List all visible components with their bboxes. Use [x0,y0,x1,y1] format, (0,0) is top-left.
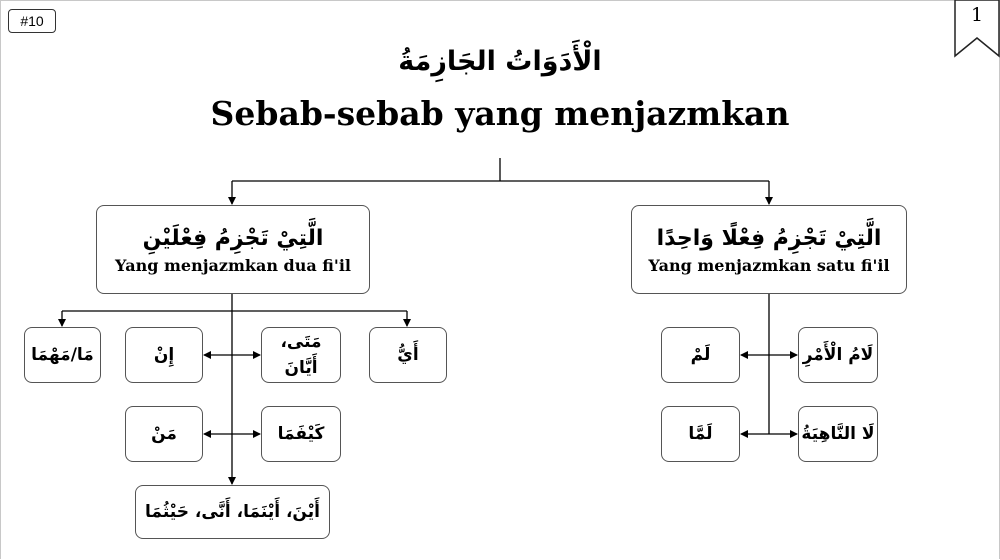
particle-la-nahiyah: لَا النَّاهِيَةُ [801,424,875,444]
particle-box-lamma [661,406,740,462]
particle-box-ma-mahma [24,327,101,383]
category-one-verb-label: Yang menjazmkan satu fi'il [648,255,890,275]
particle-ma-mahma: مَا/مَهْمَا [31,345,94,365]
category-box-two-verbs [96,205,370,294]
particle-in: إِنْ [153,345,175,365]
particle-mata-ayyana: مَتَى، أَيَّانَ [280,332,322,378]
particle-box-man [125,406,203,462]
particle-box-ayyu [369,327,447,383]
category-box-one-verb [631,205,907,294]
particle-box-lam [661,327,740,383]
particle-lam-amr: لَامُ الْأَمْرِ [802,345,874,365]
title-arabic: الْأَدَوَاتُ الجَازِمَةُ [398,46,602,77]
particle-ayyu: أَيُّ [397,345,419,365]
particle-lamma: لَمَّا [688,424,713,444]
category-two-verbs-arabic: الَّتِيْ تَجْزِمُ فِعْلَيْنِ [142,225,324,251]
particle-box-aina-group [135,485,330,539]
particle-kaifama: كَيْفَمَا [277,424,325,444]
particle-box-mata-ayyana [261,327,341,383]
particle-lam: لَمْ [690,345,711,365]
particle-man: مَنْ [151,424,177,444]
slide-number-badge: #10 [8,9,56,33]
category-two-verbs-label: Yang menjazmkan dua fi'il [115,255,351,275]
title-indonesian: Sebab-sebab yang menjazmkan [210,94,790,133]
particle-box-lam-amr [798,327,878,383]
category-one-verb-arabic: الَّتِيْ تَجْزِمُ فِعْلًا وَاحِدًا [656,225,882,251]
particle-box-la-nahiyah [798,406,878,462]
particle-box-in [125,327,203,383]
page-number: 1 [970,4,984,26]
particle-box-kaifama [261,406,341,462]
particle-aina-group: أَيْنَ، أَيْنَمَا، أَنَّى، حَيْثُمَا [145,502,320,522]
